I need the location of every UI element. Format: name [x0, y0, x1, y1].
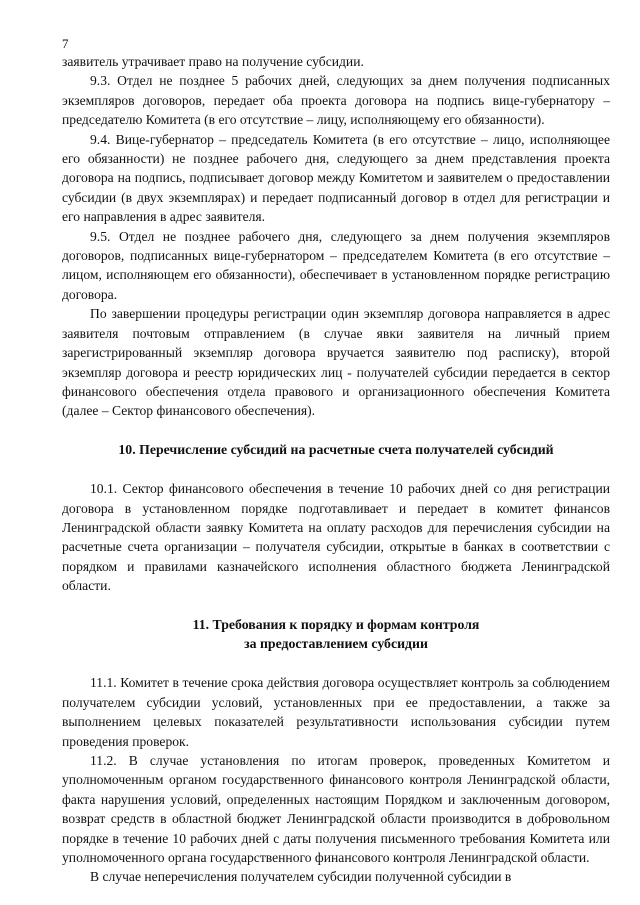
document-page — [62, 36, 610, 887]
spacer — [62, 459, 610, 479]
paragraph-11-2: 11.2. В случае установления по итогам проверок, проведенных Комитетом и уполномоченным органом государственного финансового контроля Ленинградской области, факта нарушения условий, определенных настоящим Порядком и заключенным договором, возврат средств в областной бюджет Ленинградской области производится в добровольном порядке в течение 10 рабочих дней с даты получения письменного требования Комитета или уполномоченного органа государственного финансового контроля Ленинградской области. — [62, 753, 610, 866]
spacer — [62, 421, 610, 440]
section-heading-11-line1: 11. Требования к порядку и формам контроля — [192, 616, 480, 632]
paragraph-9-5: 9.5. Отдел не позднее рабочего дня, следующего за днем получения экземпляров договоров, подписанных вице-губернатором – председателем Комитета (в его отсутствие – лицом, исполняющем его обязанности), обеспечивает в установленном порядке регистрацию договора. — [62, 228, 610, 302]
section-heading-10: 10. Перечисление субсидий на расчетные счета получателей субсидий — [118, 441, 554, 457]
spacer — [62, 596, 610, 615]
paragraph-10-1: 10.1. Сектор финансового обеспечения в течение 10 рабочих дней со дня регистрации договора в установленном порядке подготавливает и передает в комитет финансов Ленинградской области заявку Комитета на оплату расходов для перечисления субсидии на расчетные счета организации – получателя субсидии, открытые в банках в соответствии с порядком и правилами казначейского исполнения областного бюджета Ленинградской области. — [62, 481, 610, 594]
spacer — [62, 653, 610, 673]
paragraph-continuation: заявитель утрачивает право на получение субсидии. — [62, 54, 364, 69]
page-number: 7 — [62, 36, 69, 51]
paragraph-registration: По завершении процедуры регистрации один экземпляр договора направляется в адрес заявителя почтовым отправлением (в случае явки заявителя на личный прием зарегистрированный экземпляр договора вручается заявителю под расписку), второй экземпляр договора и реестр юридических лиц - получателей субсидии передается в сектор финансового обеспечения отдела правового и организационного обеспечения Комитета (далее – Сектор финансового обеспечения). — [62, 306, 610, 419]
paragraph-9-3: 9.3. Отдел не позднее 5 рабочих дней, следующих за днем получения подписанных экземпляров договоров, передает оба проекта договора на подпись вице-губернатору – председателю Комитета (в его отсутствие – лицу, исполняющему его обязанности). — [62, 73, 610, 128]
paragraph-non-transfer: В случае неперечисления получателем субсидии полученной субсидии в — [90, 869, 512, 885]
paragraph-11-1: 11.1. Комитет в течение срока действия договора осуществляет контроль за соблюдением получателем субсидии условий, установленных при ее предоставлении, а также за выполнением целевых показателей результативности использования субсидии путем проведения проверок. — [62, 675, 610, 749]
paragraph-9-4: 9.4. Вице-губернатор – председатель Комитета (в его отсутствие – лицо, исполняющее его обязанности) не позднее рабочего дня, следующего за днем представления проекта договора на подпись, подписывает договор между Комитетом и заявителем о предоставлении субсидии (в двух экземплярах) и передает подписанный договор в отдел для регистрации и его направления в адрес заявителя. — [62, 131, 610, 225]
section-heading-11-line2: за предоставлением субсидии — [244, 635, 428, 651]
